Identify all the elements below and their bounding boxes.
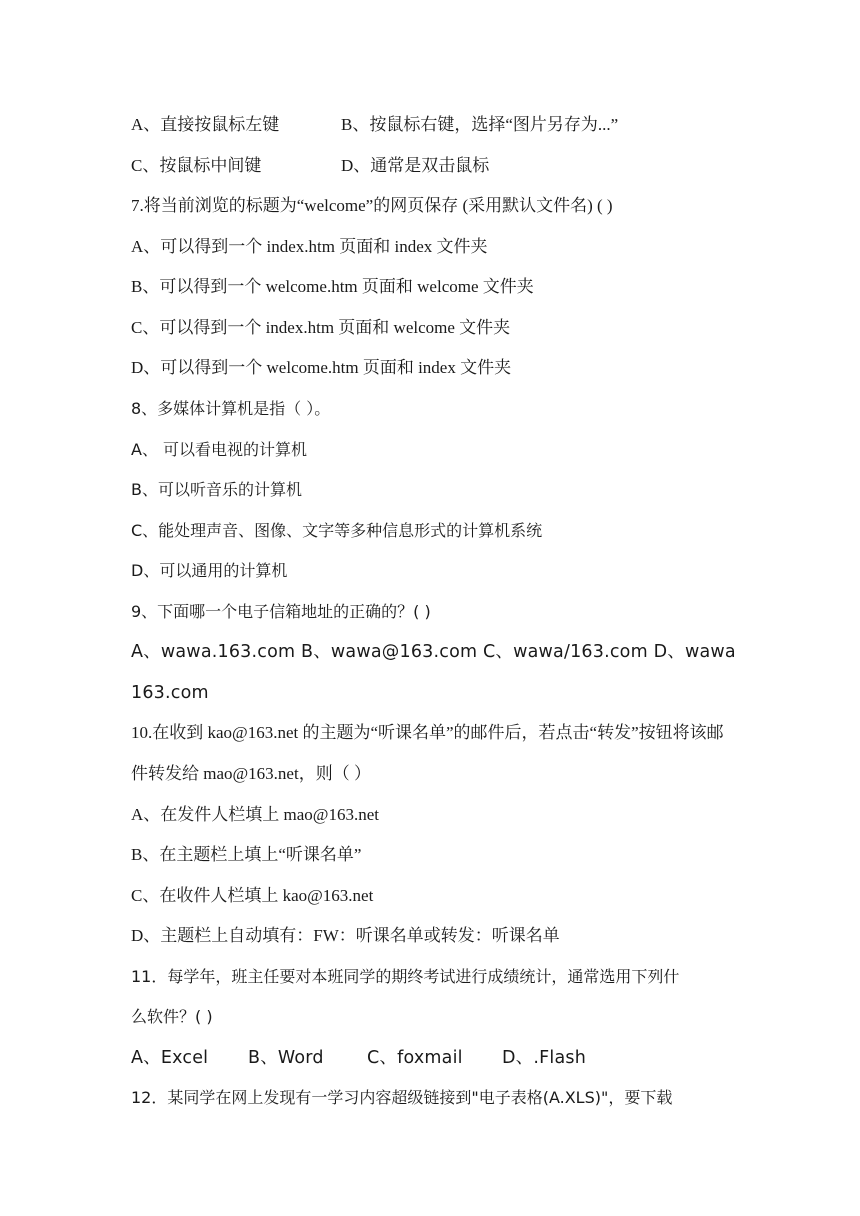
option-7c: C、可以得到一个 index.htm 页面和 welcome 文件夹 bbox=[131, 318, 511, 337]
option-8a: A、 可以看电视的计算机 bbox=[131, 440, 308, 459]
option-6c: C、按鼠标中间键 bbox=[131, 156, 262, 175]
question-10: 10.在收到 kao@163.net 的主题为“听课名单”的邮件后，若点击“转发”按钮将该邮 bbox=[131, 723, 724, 742]
option-11c: C、foxmail bbox=[367, 1048, 463, 1068]
question-10-cont: 件转发给 mao@163.net，则（ ） bbox=[131, 764, 371, 783]
option-11a: A、Excel bbox=[131, 1048, 209, 1068]
option-6a: A、直接按鼠标左键 bbox=[131, 115, 280, 134]
option-6d: D、通常是双击鼠标 bbox=[341, 156, 490, 175]
question-11-cont: 么软件？( ) bbox=[131, 1007, 213, 1026]
option-10c: C、在收件人栏填上 kao@163.net bbox=[131, 886, 374, 905]
options-9: A、wawa.163.com B、wawa@163.com C、wawa/163.com D、wawa bbox=[131, 642, 736, 662]
option-7a: A、可以得到一个 index.htm 页面和 index 文件夹 bbox=[131, 237, 488, 256]
option-11d: D、.Flash bbox=[502, 1048, 586, 1068]
option-8c: C、能处理声音、图像、文字等多种信息形式的计算机系统 bbox=[131, 521, 543, 540]
option-11b: B、Word bbox=[248, 1048, 324, 1068]
option-6b: B、按鼠标右键，选择“图片另存为...” bbox=[341, 115, 619, 134]
question-8: 8、多媒体计算机是指（ ）。 bbox=[131, 399, 331, 418]
question-12: 12．某同学在网上发现有一学习内容超级链接到"电子表格(A.XLS)"，要下载 bbox=[131, 1088, 673, 1107]
option-10d: D、主题栏上自动填有：FW：听课名单或转发：听课名单 bbox=[131, 926, 560, 945]
option-row-6-ab bbox=[131, 114, 619, 136]
option-8b: B、可以听音乐的计算机 bbox=[131, 480, 302, 499]
option-8d: D、可以通用的计算机 bbox=[131, 561, 288, 580]
question-11: 11．每学年，班主任要对本班同学的期终考试进行成绩统计，通常选用下列什 bbox=[131, 967, 680, 986]
option-row-6-cd bbox=[131, 155, 490, 177]
options-11 bbox=[131, 1047, 586, 1069]
question-7: 7.将当前浏览的标题为“welcome”的网页保存 (采用默认文件名) ( ) bbox=[131, 196, 613, 215]
option-10b: B、在主题栏上填上“听课名单” bbox=[131, 845, 362, 864]
option-10a: A、在发件人栏填上 mao@163.net bbox=[131, 805, 379, 824]
options-9-cont: 163.com bbox=[131, 683, 209, 703]
option-7d: D、可以得到一个 welcome.htm 页面和 index 文件夹 bbox=[131, 358, 512, 377]
option-7b: B、可以得到一个 welcome.htm 页面和 welcome 文件夹 bbox=[131, 277, 534, 296]
question-9: 9、下面哪一个电子信箱地址的正确的？( ) bbox=[131, 602, 431, 621]
